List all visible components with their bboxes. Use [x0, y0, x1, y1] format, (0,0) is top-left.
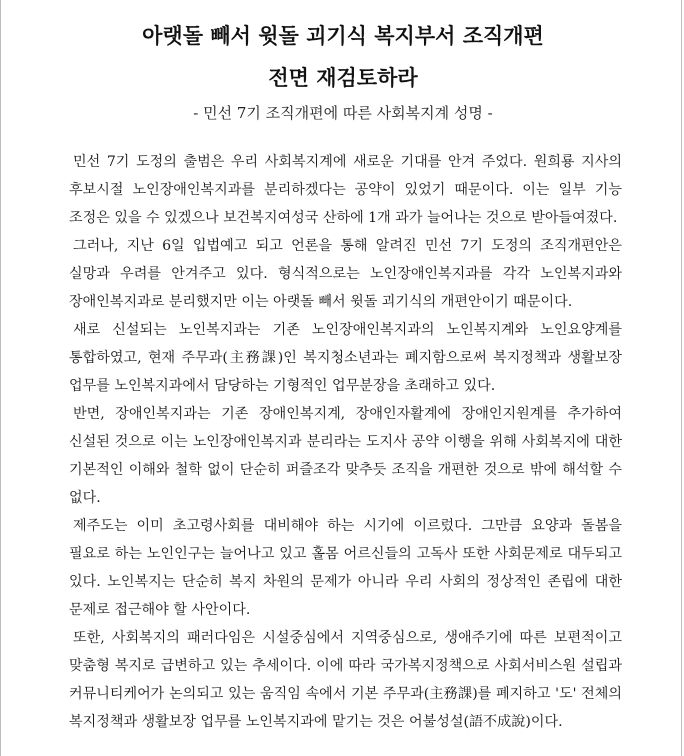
statement-body: [69, 148, 622, 736]
paragraph: 그러나, 지난 6일 입법예고 되고 언론을 통해 알려진 민선 7기 도정의 조직개편안은 실망과 우려를 안겨주고 있다. 형식적으로는 노인장애인복지과를 각각 노인복지과와 장애인복지과로 분리했지만 이는 아랫돌 빼서 윗돌 괴기식의 개편안이기 때문이다.: [69, 238, 622, 310]
paragraph: 제주도는 이미 초고령사회를 대비해야 하는 시기에 이르렀다. 그만큼 요양과 돌봄을 필요로 하는 노인인구는 늘어나고 있고 홀몸 어르신들의 고독사 또한 사회문제로 대두되고 있다. 노인복지는 단순히 복지 차원의 문제가 아니라 우리 사회의 정상적인 존립에 대한 문제로 접근해야 할 사안이다.: [69, 518, 622, 618]
statement-title-line2: 전면 재검토하라: [268, 66, 418, 90]
paragraph: 또한, 사회복지의 패러다임은 시설중심에서 지역중심으로, 생애주기에 따른 보편적이고 맞춤형 복지로 급변하고 있는 추세이다. 이에 따라 국가복지정책으로 사회서비스원 설립과 커뮤니티케어가 논의되고 있는 움직임 속에서 기본 주무과(主務課)를 폐지하고 '도' 전체의 복지정책과 생활보장 업무를 노인복지과에 맡기는 것은 어불성설(語不成說)이다.: [69, 630, 622, 730]
statement-title-line1: 아랫돌 빼서 윗돌 괴기식 복지부서 조직개편: [142, 24, 544, 48]
paragraph: 새로 신설되는 노인복지과는 기존 노인장애인복지과의 노인복지계와 노인요양계를 통합하였고, 현재 주무과(主務課)인 복지청소년과는 폐지함으로써 복지정책과 생활보장 업무를 노인복지과에서 담당하는 기형적인 업무분장을 초래하고 있다.: [69, 322, 622, 394]
paragraph: 민선 7기 도정의 출범은 우리 사회복지계에 새로운 기대를 안겨 주었다. 원희룡 지사의 후보시절 노인장애인복지과를 분리하겠다는 공약이 있었기 때문이다. 이는 일부 기능 조정은 있을 수 있겠으나 보건복지여성국 산하에 1개 과가 늘어나는 것으로 받아들여졌다.: [69, 154, 622, 226]
paragraph: 반면, 장애인복지과는 기존 장애인복지계, 장애인자활계에 장애인지원계를 추가하여 신설된 것으로 이는 노인장애인복지과 분리라는 도지사 공약 이행을 위해 사회복지에 대한 기본적인 이해와 철학 없이 단순히 퍼즐조각 맞추듯 조직을 개편한 것으로 밖에 해석할 수 없다.: [69, 406, 622, 506]
statement-subtitle: - 민선 7기 조직개편에 따른 사회복지계 성명 -: [193, 104, 493, 122]
